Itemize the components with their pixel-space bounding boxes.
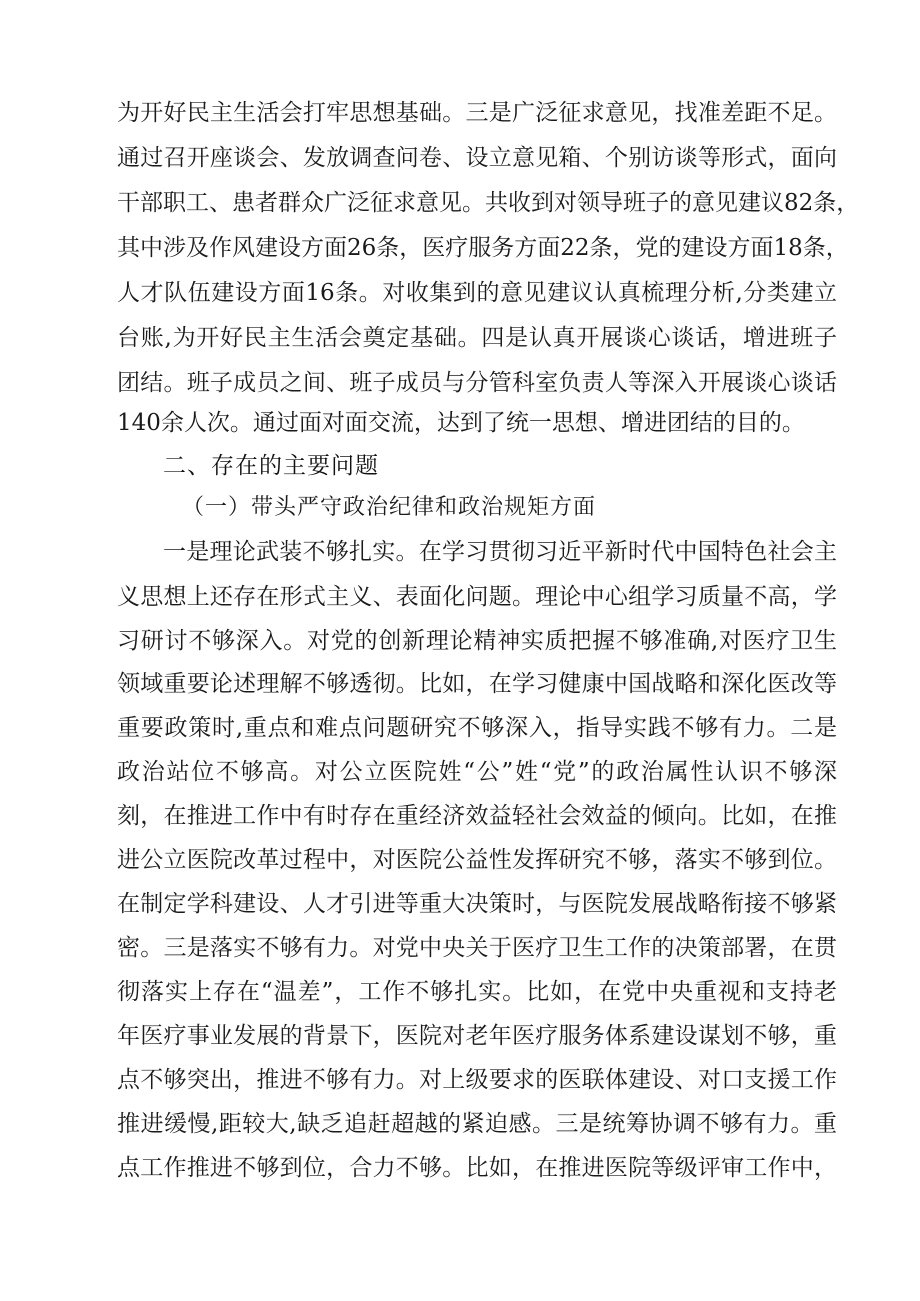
text-line: 进公立医院改革过程中，对医院公益性发挥研究不够，落实不够到位。 <box>117 847 837 873</box>
subsection-heading: （一）带头严守政治纪律和政治规矩方面 <box>182 495 597 520</box>
text-line: 在制定学科建设、人才引进等重大决策时，与医院发展战略衔接不够紧 <box>117 891 837 917</box>
text-line: 点不够突出，推进不够有力。对上级要求的医联体建设、对口支援工作 <box>117 1067 837 1093</box>
text-line: 点工作推进不够到位，合力不够。比如，在推进医院等级评审工作中， <box>117 1155 837 1181</box>
text-line: 为开好民主生活会打牢思想基础。三是广泛征求意见，找准差距不足。 <box>117 100 837 126</box>
text-line: 政治站位不够高。对公立医院姓“公”姓“党”的政治属性认识不够深 <box>117 759 837 785</box>
text-line: 密。三是落实不够有力。对党中央关于医疗卫生工作的决策部署，在贯 <box>117 935 837 961</box>
text-line: 推进缓慢,距较大,缺乏追赶超越的紧迫感。三是统筹协调不够有力。重 <box>117 1111 837 1137</box>
text-line: 年医疗事业发展的背景下，医院对老年医疗服务体系建设谋划不够，重 <box>117 1023 837 1049</box>
text-line: 义思想上还存在形式主义、表面化问题。理论中心组学习质量不高，学 <box>117 584 837 610</box>
text-line: 140余人次。通过面对面交流，达到了统一思想、增进团结的目的。 <box>117 410 805 436</box>
text-line: 人才队伍建设方面16条。对收集到的意见建议认真梳理分析,分类建立 <box>117 280 837 306</box>
text-line: 一是理论武装不够扎实。在学习贯彻习近平新时代中国特色社会主 <box>163 539 837 565</box>
section-heading: 二、存在的主要问题 <box>163 453 379 479</box>
text-line: 台账,为开好民主生活会奠定基础。四是认真开展谈心谈话，增进班子 <box>117 325 837 351</box>
text-line: 重要政策时,重点和难点问题研究不够深入，指导实践不够有力。二是 <box>117 715 837 741</box>
text-line: 习研讨不够深入。对党的创新理论精神实质把握不够准确,对医疗卫生 <box>117 628 837 654</box>
text-line: 通过召开座谈会、发放调查问卷、设立意见箱、个别访谈等形式，面向 <box>117 145 837 171</box>
text-line: 刻，在推进工作中有时存在重经济效益轻社会效益的倾向。比如，在推 <box>117 803 837 829</box>
text-line: 彻落实上存在“温差”，工作不够扎实。比如，在党中央重视和支持老 <box>117 979 837 1005</box>
text-line: 其中涉及作风建设方面26条，医疗服务方面22条，党的建设方面18条， <box>117 235 849 261</box>
text-line: 领域重要论述理解不够透彻。比如，在学习健康中国战略和深化医改等 <box>117 671 837 697</box>
text-line: 团结。班子成员之间、班子成员与分管科室负责人等深入开展谈心谈话 <box>117 370 837 396</box>
text-line: 干部职工、患者群众广泛征求意见。共收到对领导班子的意见建议82条， <box>117 190 860 216</box>
